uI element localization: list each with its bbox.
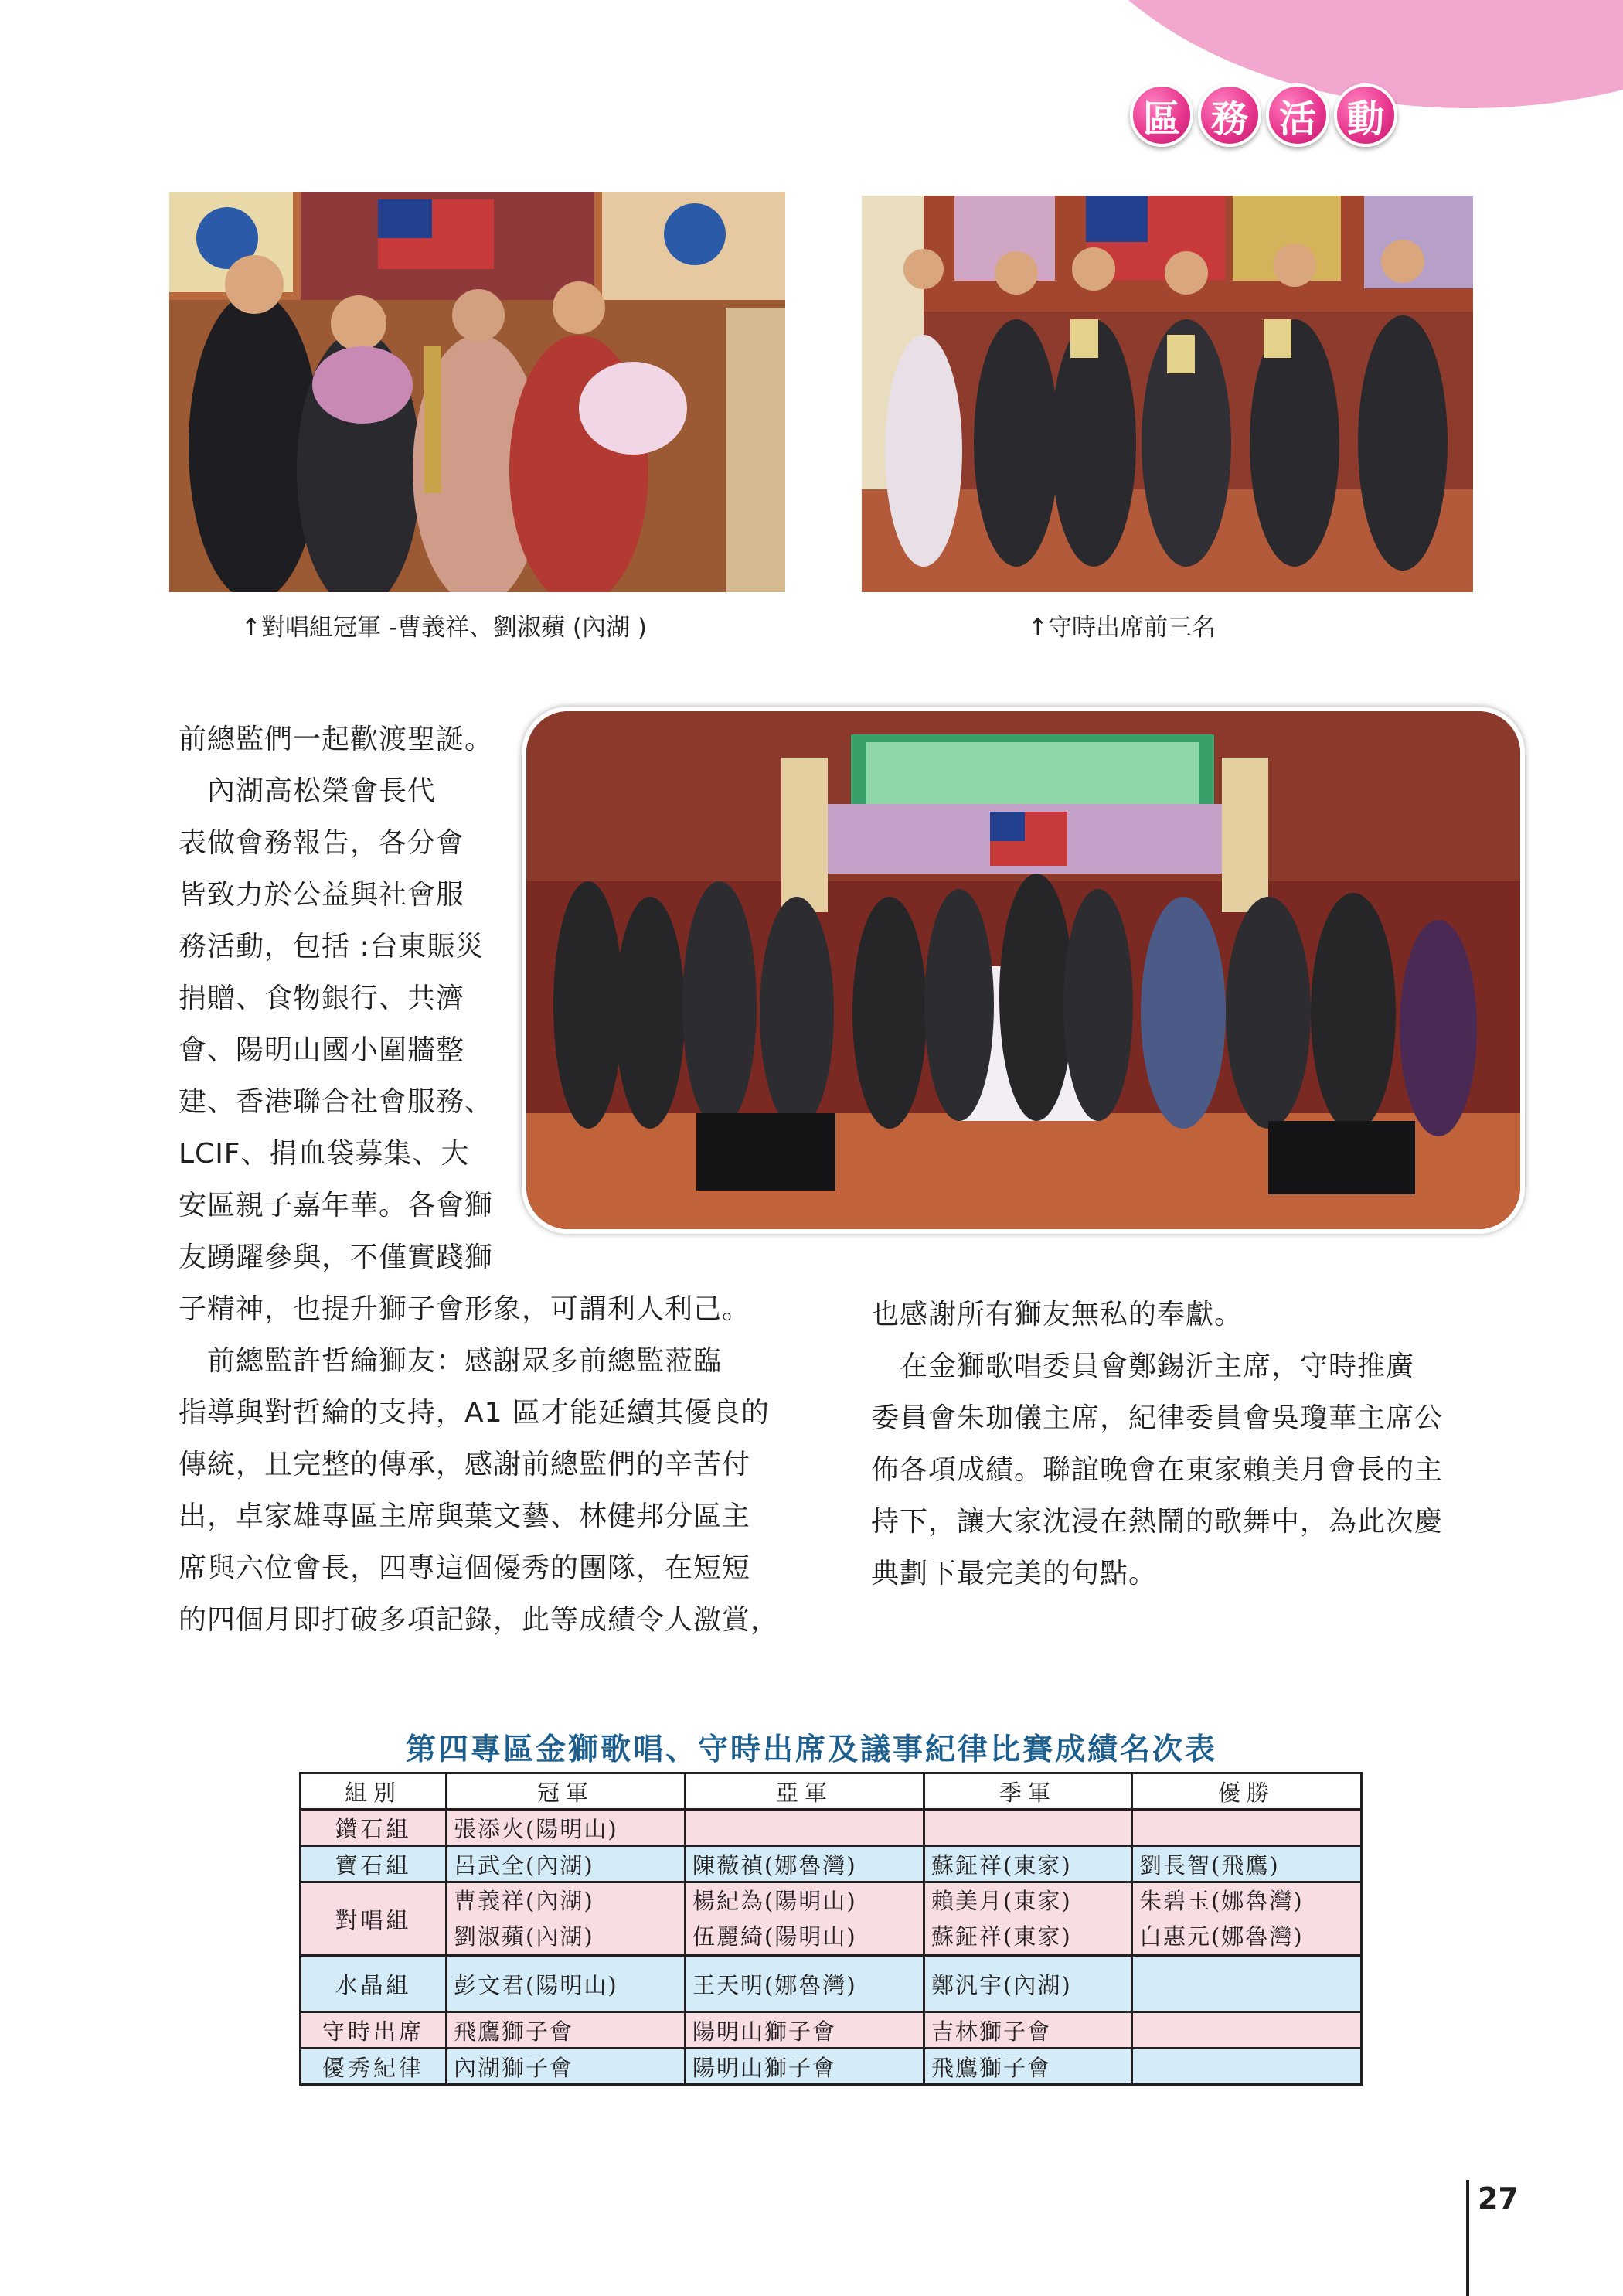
table-cell [1132,1810,1362,1846]
table-header-row [301,1773,1362,1810]
body-text-line: 友踴躍參與，不僅實踐獅 [179,1242,494,1273]
table-header-cell: 組別 [301,1773,447,1810]
section-title-char: 活 [1266,83,1329,147]
table-cell [1132,1956,1362,2012]
table-cell: 彭文君(陽明山) [447,1956,686,2012]
table-row [301,1846,1362,1882]
body-text-line: 子精神，也提升獅子會形象，可謂利人利己。 [179,1293,751,1325]
body-text-line: 典劃下最完美的句點。 [871,1558,1158,1589]
table-cell: 王天明(娜魯灣) [686,1956,924,2012]
table-header-cell: 冠軍 [447,1773,686,1810]
body-text-line: 席與六位會長，四專這個優秀的團隊，在短短 [179,1552,751,1584]
table-cell: 呂武全(內湖) [447,1846,686,1882]
table-row [301,1810,1362,1846]
table-row [301,1882,1362,1956]
body-text-line: 安區親子嘉年華。各會獅 [179,1190,494,1221]
body-text-line: LCIF、捐血袋募集、大 [179,1138,470,1170]
table-cell-line: 朱碧玉(娜魯灣) [1139,1888,1304,1914]
table-cell-line: 劉淑蘋(內湖) [454,1923,594,1950]
results-table [299,1772,1363,2086]
photo-punctual-attendance-image [862,196,1473,592]
body-text-line: 表做會務報告，各分會 [179,827,465,859]
table-cell: 陽明山獅子會 [686,2049,924,2085]
body-text-line: 的四個月即打破多項記錄，此等成績令人激賞， [179,1604,780,1636]
photo-celebration-stage [522,707,1525,1234]
body-text-line: 指導與對哲綸的支持，A1 區才能延續其優良的 [179,1397,770,1429]
body-text-line: 傳統，且完整的傳承，感謝前總監們的辛苦付 [179,1449,751,1480]
table-cell: 鄭汎宇(內湖) [924,1956,1132,2012]
table-cell-line: 曹義祥(內湖) [454,1888,594,1914]
table-cell-group: 守時出席 [301,2012,447,2049]
photo-celebration-stage-image [526,711,1520,1229]
table-cell: 張添火(陽明山) [447,1810,686,1846]
table-header-cell: 優勝 [1132,1773,1362,1810]
section-title-char: 動 [1334,83,1397,147]
table-cell: 陽明山獅子會 [686,2012,924,2049]
table-cell-group: 寶石組 [301,1846,447,1882]
body-text-line: 前總監許哲綸獅友：感謝眾多前總監蒞臨 [179,1345,723,1377]
table-cell-line: 蘇鉦祥(東家) [931,1923,1072,1950]
table-cell: 陳薇禎(娜魯灣) [686,1846,924,1882]
body-text-line: 持下，讓大家沈浸在熱鬧的歌舞中，為此次慶 [871,1506,1444,1538]
table-header-cell: 季軍 [924,1773,1132,1810]
table-row [301,2012,1362,2049]
body-text-line: 委員會朱珈儀主席，紀律委員會吳瓊華主席公 [871,1402,1444,1434]
body-text-line: 佈各項成績。聯誼晚會在東家賴美月會長的主 [871,1454,1444,1486]
table-cell [686,1882,924,1956]
body-text-line: 建、香港聯合社會服務、 [179,1086,494,1118]
table-cell [1132,2049,1362,2085]
table-cell: 飛鷹獅子會 [447,2012,686,2049]
table-cell [924,1810,1132,1846]
body-text-line: 出，卓家雄專區主席與葉文藝、林健邦分區主 [179,1501,751,1532]
body-text-line: 皆致力於公益與社會服 [179,879,465,911]
section-title-char: 務 [1198,83,1261,147]
table-row [301,1956,1362,2012]
table-cell-line: 楊紀為(陽明山) [692,1888,857,1914]
table-cell [1132,1882,1362,1956]
table-cell: 內湖獅子會 [447,2049,686,2085]
table-cell: 飛鷹獅子會 [924,2049,1132,2085]
body-text-line: 在金獅歌唱委員會鄭錫沂主席，守時推廣 [871,1351,1415,1382]
photo-duet-champions [169,192,785,592]
table-cell: 劉長智(飛鷹) [1132,1846,1362,1882]
body-text-line: 也感謝所有獅友無私的奉獻。 [871,1299,1244,1330]
table-row [301,2049,1362,2085]
table-cell-group: 水晶組 [301,1956,447,2012]
table-cell-line: 賴美月(東家) [931,1888,1072,1914]
table-cell-line: 白惠元(娜魯灣) [1139,1923,1304,1950]
table-cell [686,1810,924,1846]
table-cell-group: 對唱組 [301,1882,447,1956]
table-cell [447,1882,686,1956]
table-header-cell: 亞軍 [686,1773,924,1810]
table-cell-group: 鑽石組 [301,1810,447,1846]
section-title-char: 區 [1130,83,1193,147]
table-cell-group: 優秀紀律 [301,2049,447,2085]
page-divider [1466,2180,1469,2296]
table-cell [924,1882,1132,1956]
table-cell: 蘇鉦祥(東家) [924,1846,1132,1882]
photo-duet-champions-image [169,192,785,592]
table-cell-line: 伍麗綺(陽明山) [692,1923,857,1950]
results-table-title: 第四專區金獅歌唱、守時出席及議事紀律比賽成績名次表 [405,1732,1217,1767]
table-cell [1132,2012,1362,2049]
page-number: 27 [1478,2182,1519,2216]
photo-caption-right: ↑守時出席前三名 [1028,614,1216,642]
body-text-line: 前總監們一起歡渡聖誕。 [179,724,494,755]
body-text-line: 內湖高松榮會長代 [179,775,437,807]
photo-caption-left: ↑對唱組冠軍 -曹義祥、劉淑蘋 (內湖 ) [241,614,647,642]
body-text-line: 務活動，包括 :台東賑災 [179,931,485,962]
section-title [1130,83,1397,147]
body-text-line: 捐贈、食物銀行、共濟 [179,983,465,1014]
photo-punctual-attendance [862,196,1473,592]
body-text-line: 會、陽明山國小圍牆整 [179,1034,465,1066]
table-cell: 吉林獅子會 [924,2012,1132,2049]
